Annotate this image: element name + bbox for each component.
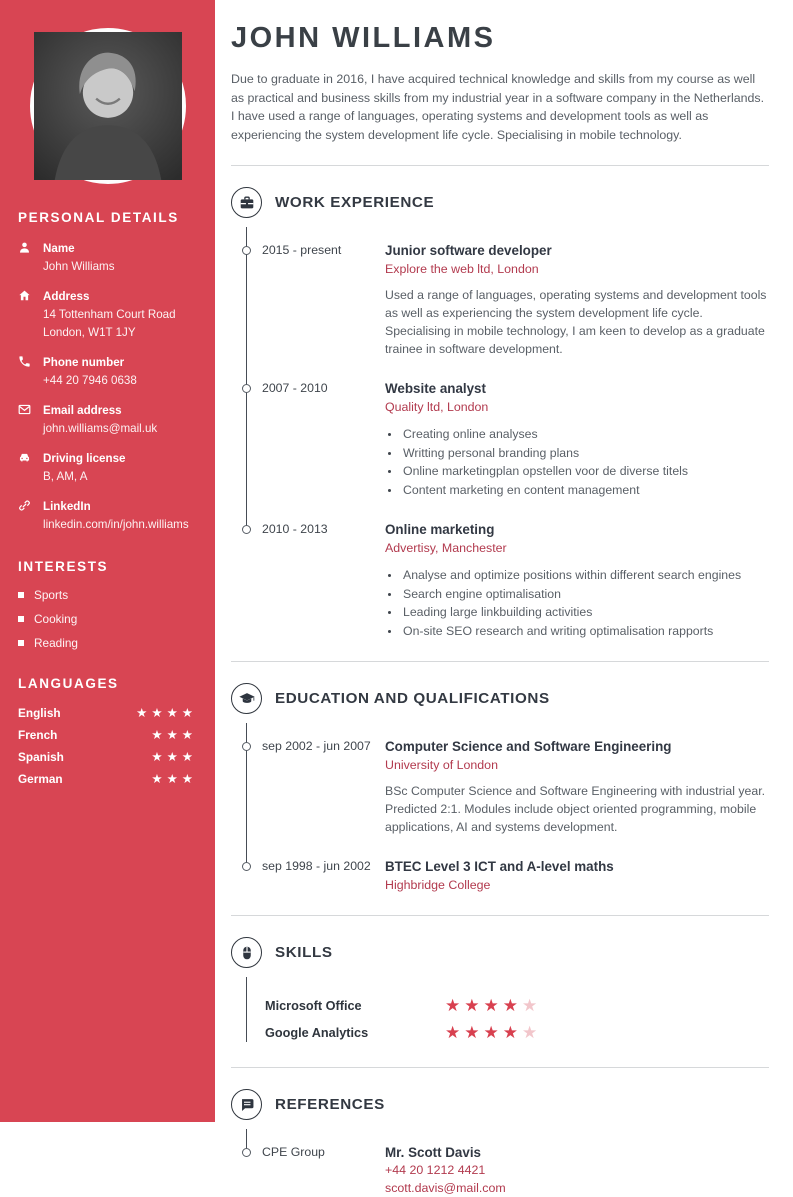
link-icon xyxy=(18,499,31,512)
timeline-line xyxy=(246,977,247,1042)
bullet-item: • Online marketingplan opstellen voor de diverse titels xyxy=(401,462,769,481)
entry-date: 2010 - 2013 xyxy=(262,522,328,537)
entry-bullet-list xyxy=(401,425,769,499)
detail-label: LinkedIn xyxy=(43,500,91,513)
skill-row: Google Analytics ★★★★★ xyxy=(265,1022,542,1042)
profile-photo xyxy=(30,28,186,184)
detail-value: John Williams xyxy=(43,260,115,273)
languages-title: LANGUAGES xyxy=(18,676,119,691)
square-bullet-icon xyxy=(18,640,24,646)
detail-value[interactable]: john.williams@mail.uk xyxy=(43,422,158,435)
detail-driving-license xyxy=(18,449,197,485)
entry-organisation: Quality ltd, London xyxy=(385,400,489,415)
detail-value[interactable]: linkedin.com/in/john.williams xyxy=(43,518,189,531)
detail-label: Phone number xyxy=(43,356,125,369)
detail-email xyxy=(18,401,197,437)
car-icon xyxy=(18,451,31,464)
work-experience-header xyxy=(231,187,769,218)
interest-item: Cooking xyxy=(18,612,197,626)
reference-email[interactable]: scott.davis@mail.com xyxy=(385,1180,506,1195)
language-row: Spanish ★★★ xyxy=(18,749,197,764)
work-experience-body xyxy=(231,242,769,640)
detail-label: Address xyxy=(43,290,90,303)
section-divider xyxy=(231,165,769,166)
detail-linkedin xyxy=(18,497,197,533)
entry-date: 2015 - present xyxy=(262,243,342,258)
detail-value: London, W1T 1JY xyxy=(43,326,136,339)
entry-title: Online marketing xyxy=(385,522,495,538)
star-rating: ★★★ xyxy=(151,750,197,764)
star-rating: ★★★★★ xyxy=(445,1022,542,1042)
interest-item: Reading xyxy=(18,636,197,650)
profile-summary: Due to graduate in 2016, I have acquired technical knowledge and skills from my course as well as practical and business skills from my industrial year in a software company in the Netherlands. I have used a range of languages, operating systems and development tools as well as experiencing the system development life cycle. Specialising in mobile technology. xyxy=(231,72,765,142)
entry-organisation: University of London xyxy=(385,758,498,773)
entry-description: Used a range of languages, operating systems and development tools as well as experiencing the system development life cycle. Specialising in mobile technology, I am keen to develop as a graduate trainee in software development. xyxy=(385,288,767,357)
star-rating: ★★★ xyxy=(151,728,197,742)
entry-title: Website analyst xyxy=(385,381,486,397)
bullet-item: • Creating online analyses xyxy=(401,425,769,444)
square-bullet-icon xyxy=(18,592,24,598)
reference-phone[interactable]: +44 20 1212 4421 xyxy=(385,1163,486,1178)
mouse-icon xyxy=(231,937,262,968)
mail-icon xyxy=(18,403,31,416)
entry-title: BTEC Level 3 ICT and A-level maths xyxy=(385,859,614,875)
section-divider xyxy=(231,1067,769,1068)
detail-value[interactable]: +44 20 7946 0638 xyxy=(43,374,137,387)
page-title: JOHN WILLIAMS xyxy=(231,22,496,54)
entry-title: Junior software developer xyxy=(385,243,552,259)
skills-header xyxy=(231,937,769,968)
main-column xyxy=(215,0,793,1195)
detail-name xyxy=(18,239,197,275)
entry-date: sep 2002 - jun 2007 xyxy=(262,739,371,754)
star-rating: ★★★★ xyxy=(136,706,197,720)
star-rating: ★★★★★ xyxy=(445,995,542,1015)
work-entry xyxy=(231,521,769,640)
detail-value: B, AM, A xyxy=(43,470,88,483)
skill-row: Microsoft Office ★★★★★ xyxy=(265,995,542,1015)
entry-date: sep 1998 - jun 2002 xyxy=(262,859,371,874)
briefcase-icon xyxy=(231,187,262,218)
section-title: WORK EXPERIENCE xyxy=(275,194,435,212)
entry-organisation: Highbridge College xyxy=(385,878,491,893)
education-header xyxy=(231,683,769,714)
section-title: SKILLS xyxy=(275,944,333,962)
language-row: French ★★★ xyxy=(18,727,197,742)
language-row: German ★★★ xyxy=(18,771,197,786)
education-body xyxy=(231,738,769,894)
references-header xyxy=(231,1089,769,1120)
interests-title: INTERESTS xyxy=(18,559,109,574)
work-entry xyxy=(231,242,769,358)
education-entry xyxy=(231,858,769,894)
bullet-item: • Search engine optimalisation xyxy=(401,585,769,604)
section-divider xyxy=(231,915,769,916)
bullet-item: • Leading large linkbuilding activities xyxy=(401,603,769,622)
work-entry xyxy=(231,380,769,499)
bullet-item: • On-site SEO research and writing optimalisation rapports xyxy=(401,622,769,641)
section-title: EDUCATION AND QUALIFICATIONS xyxy=(275,690,550,708)
entry-title: Computer Science and Software Engineering xyxy=(385,739,672,755)
bullet-item: • Content marketing en content management xyxy=(401,481,769,500)
entry-organisation: Explore the web ltd, London xyxy=(385,262,539,277)
entry-description: BSc Computer Science and Software Engineering with industrial year. Predicted 2:1. Modules include object oriented programming, mobile applications, AI and systems development. xyxy=(385,784,766,835)
star-rating: ★★★ xyxy=(151,772,197,786)
skills-body xyxy=(231,992,769,1046)
home-icon xyxy=(18,289,31,302)
reference-company: CPE Group xyxy=(262,1145,325,1160)
detail-label: Name xyxy=(43,242,75,255)
detail-phone xyxy=(18,353,197,389)
interest-item: Sports xyxy=(18,588,197,602)
reference-entry xyxy=(231,1144,769,1197)
graduation-cap-icon xyxy=(231,683,262,714)
phone-icon xyxy=(18,355,31,368)
profile-photo-image xyxy=(34,32,182,180)
language-row: English ★★★★ xyxy=(18,705,197,720)
detail-label: Driving license xyxy=(43,452,126,465)
personal-details-title: PERSONAL DETAILS xyxy=(18,210,179,225)
bullet-item: • Writting personal branding plans xyxy=(401,444,769,463)
user-icon xyxy=(18,241,31,254)
entry-date: 2007 - 2010 xyxy=(262,381,328,396)
section-divider xyxy=(231,661,769,662)
bullet-item: • Analyse and optimize positions within different search engines xyxy=(401,566,769,585)
sidebar xyxy=(0,0,215,1122)
references-body xyxy=(231,1144,769,1197)
section-title: REFERENCES xyxy=(275,1096,385,1114)
reference-name: Mr. Scott Davis xyxy=(385,1145,481,1161)
detail-value: 14 Tottenham Court Road xyxy=(43,308,176,321)
square-bullet-icon xyxy=(18,616,24,622)
speech-bubble-icon xyxy=(231,1089,262,1120)
entry-organisation: Advertisy, Manchester xyxy=(385,541,507,556)
detail-label: Email address xyxy=(43,404,122,417)
education-entry xyxy=(231,738,769,836)
detail-address xyxy=(18,287,197,341)
entry-bullet-list xyxy=(401,566,769,640)
